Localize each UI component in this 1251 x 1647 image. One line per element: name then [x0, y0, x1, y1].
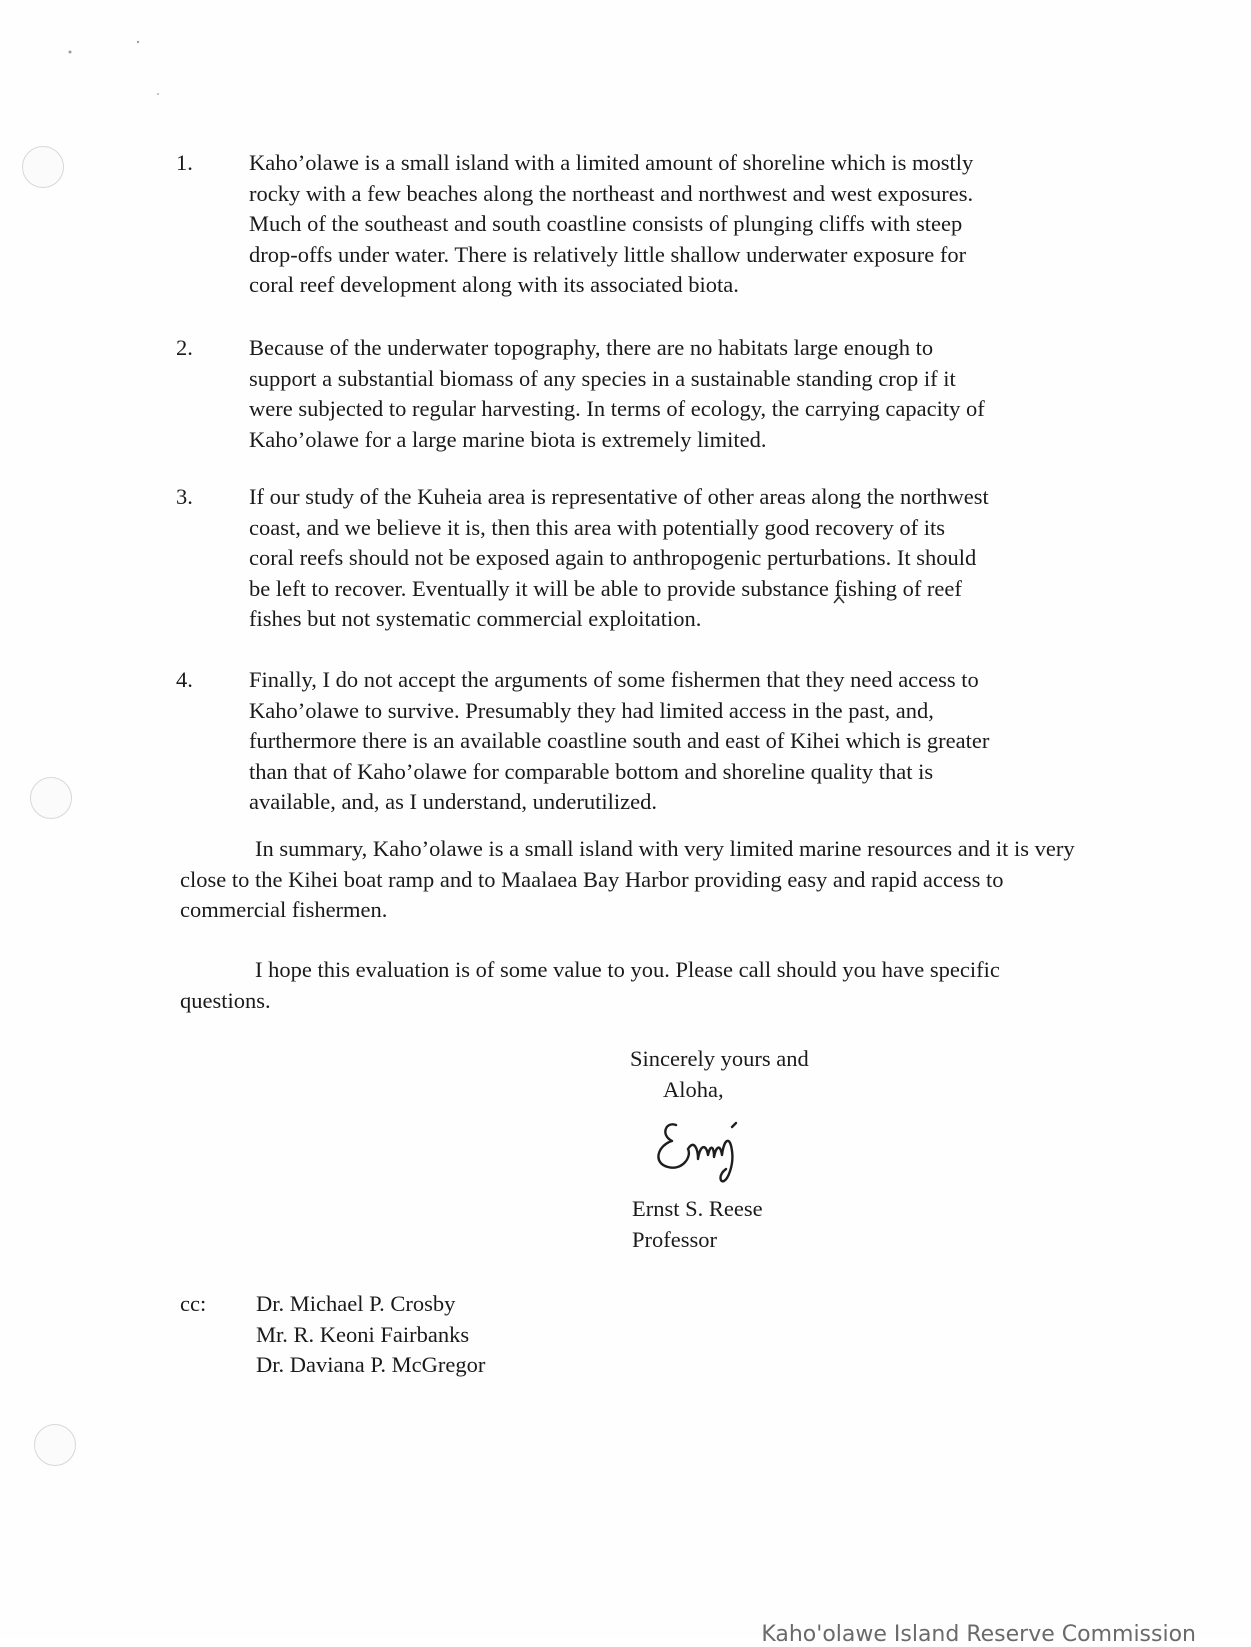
- closing-paragraph: I hope this evaluation is of some value to you. Please call should you have specific questions.: [180, 957, 1000, 1013]
- item-number: 3.: [176, 484, 193, 509]
- signer-block: [632, 1194, 763, 1255]
- item-text: Finally, I do not accept the arguments of some fishermen that they need access to Kaho’olawe to survive. Presumably they had limited access in the past, and, furthermore there is an available coastline south and east of Kihei which is greater than that of Kaho’olawe for comparable bottom and shoreline quality that is available, and, as I understand, underutilized.: [249, 667, 990, 814]
- cc-recipient: Dr. Michael P. Crosby: [256, 1291, 456, 1316]
- item-number: 1.: [176, 150, 193, 175]
- signer-title: Professor: [632, 1226, 717, 1252]
- item-number: 2.: [176, 335, 193, 360]
- scan-specks: [60, 40, 180, 110]
- punch-hole-top: [22, 146, 64, 188]
- cc-recipients: [256, 1289, 485, 1381]
- sign-off: [630, 1044, 809, 1105]
- summary-paragraph: In summary, Kaho’olawe is a small island with very limited marine resources and it is very close to the Kihei boat ramp and to Maalaea Bay Harbor providing easy and rapid access to commercial fishermen.: [180, 836, 1075, 922]
- cc-recipient: Dr. Daviana P. McGregor: [256, 1352, 486, 1377]
- punch-hole-middle: [30, 777, 72, 819]
- footer-collection-label: Kaho'olawe Island Reserve Commission: [761, 1622, 1196, 1647]
- handwritten-signature: [648, 1105, 768, 1205]
- item-text: If our study of the Kuheia area is representative of other areas along the northwest coast, and we believe it is, then this area with potentially good recovery of its coral reefs should not be exposed again to anthropogenic perturbations. It should be left to recover. Eventually it will be able to provide substance fishing of reef fishes but not systematic commercial exploitation.: [249, 484, 989, 631]
- handwritten-correction-mark: [831, 585, 851, 607]
- cc-recipient: Mr. R. Keoni Fairbanks: [256, 1321, 470, 1347]
- item-number: 4.: [176, 667, 193, 692]
- sign-off-line-2: Aloha,: [663, 1076, 724, 1102]
- item-text: Kaho’olawe is a small island with a limited amount of shoreline which is mostly rocky with a few beaches along the northeast and northwest and west exposures. Much of the southeast and south coastline consists of plunging cliffs with steep drop-offs under water. There is relatively little shallow underwater exposure for coral reef development along with its associated biota.: [249, 150, 974, 297]
- sign-off-line-1: Sincerely yours and: [630, 1046, 809, 1071]
- item-text: Because of the underwater topography, there are no habitats large enough to support a substantial biomass of any species in a sustainable standing crop if it were subjected to regular harvesting. In terms of ecology, the carrying capacity of Kaho’olawe for a large marine biota is extremely limited.: [249, 335, 985, 452]
- punch-hole-bottom: [34, 1424, 76, 1466]
- signer-name: Ernst S. Reese: [632, 1196, 763, 1221]
- cc-label: cc:: [180, 1291, 207, 1316]
